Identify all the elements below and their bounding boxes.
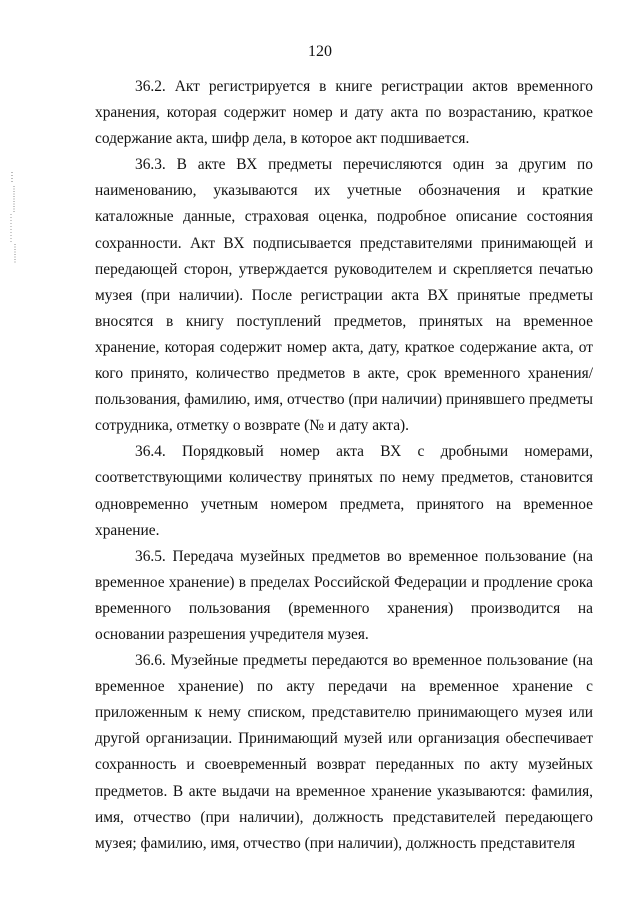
- paragraph-36-4: 36.4. Порядковый номер акта ВХ с дробными номерами, соответствующими количеству принятых по нему предметов, становится одновременно учетным номером предмета, принятого на временное хранение.: [95, 443, 593, 539]
- document-body: [95, 74, 593, 857]
- paragraph-36-5: 36.5. Передача музейных предметов во временное пользование (на временное хранение) в пределах Российской Федерации и продление срока временного пользования (временного хранения) производится на основании разрешения учредителя музея.: [95, 547, 593, 643]
- paragraph-36-2: 36.2. Акт регистрируется в книге регистрации актов временного хранения, которая содержит номер и дату акта по возрастанию, краткое содержание акта, шифр дела, в которое акт подшивается.: [95, 78, 593, 148]
- page-number: 120: [308, 43, 332, 60]
- scan-artifact-mark: [9, 172, 17, 264]
- paragraph-36-6: 36.6. Музейные предметы передаются во временное пользование (на временное хранение) по акту передачи на временное хранение с приложенным к нему списком, представителю принимающего музея или другой организации. Принимающий музей или организация обеспечивает сохранность и своевременный возврат переданных по акту музейных предметов. В акте выдачи на временное хранение указываются: фамилия, имя, отчество (при наличии), должность представителей передающего музея; фамилию, имя, отчество (при наличии), должность представителя: [95, 652, 593, 852]
- paragraph-36-3: 36.3. В акте ВХ предметы перечисляются один за другим по наименованию, указываются их учетные обозначения и краткие каталожные данные, страховая оценка, подробное описание состояния сохранности. Акт ВХ подписывается представителями принимающей и передающей сторон, утверждается руководителем и скрепляется печатью музея (при наличии). После регистрации акта ВХ принятые предметы вносятся в книгу поступлений предметов, принятых на временное хранение, которая содержит номер акта, дату, краткое содержание акта, от кого принято, количество предметов в акте, срок временного хранения/пользования, фамилию, имя, отчество (при наличии) принявшего предметы сотрудника, отметку о возврате (№ и дату акта).: [95, 156, 593, 435]
